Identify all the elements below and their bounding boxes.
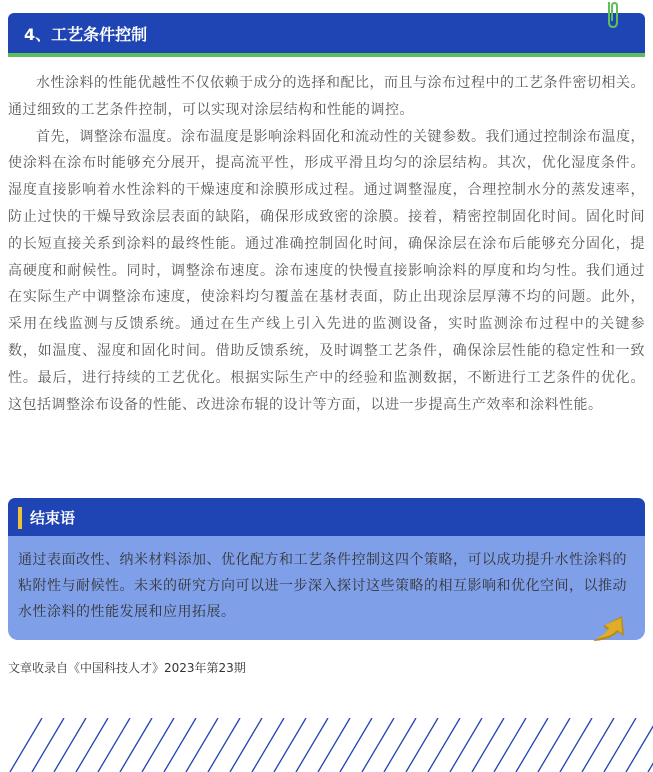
- stripe-line: [648, 718, 653, 772]
- conclusion-header: [8, 498, 645, 536]
- paragraph-intro: 水性涂料的性能优越性不仅依赖于成分的选择和配比，而且与涂布过程中的工艺条件密切相关。通过细致的工艺条件控制，可以实现对涂层结构和性能的调控。: [8, 75, 645, 118]
- conclusion-text: 通过表面改性、纳米材料添加、优化配方和工艺条件控制这四个策略，可以成功提升水性涂料的粘附性与耐候性。未来的研究方向可以进一步深入探讨这些策略的相互影响和优化空间，以推动水性涂料的性能发展和应用拓展。: [18, 552, 627, 620]
- section-header: [8, 13, 645, 53]
- conclusion-box: [8, 536, 645, 640]
- section-title: 4、工艺条件控制: [24, 25, 148, 44]
- arrow-up-icon: [592, 612, 636, 642]
- conclusion-marker: [18, 507, 22, 529]
- paragraph-main: 首先，调整涂布温度。涂布温度是影响涂料固化和流动性的关键参数。我们通过控制涂布温度，使涂料在涂布时能够充分展开，提高流平性，形成平滑且均匀的涂层结构。其次，优化湿度条件。湿度直接影响着水性涂料的干燥速度和涂膜形成过程。通过调整湿度，合理控制水分的蒸发速率，防止过快的干燥导致涂层表面的缺陷，确保形成致密的涂膜。接着，精密控制固化时间。固化时间的长短直接关系到涂料的最终性能。通过准确控制固化时间，确保涂层在涂布后能够充分固化，提高硬度和耐候性。同时，调整涂布速度。涂布速度的快慢直接影响涂料的厚度和均匀性。我们通过在实际生产中调整涂布速度，使涂料均匀覆盖在基材表面，防止出现涂层厚薄不均的问题。此外，采用在线监测与反馈系统。通过在生产线上引入先进的监测设备，实时监测涂布过程中的关键参数，如温度、湿度和固化时间。借助反馈系统，及时调整工艺条件，确保涂层性能的稳定性和一致性。最后，进行持续的工艺优化。根据实际生产中的经验和监测数据，不断进行工艺条件的优化。这包括调整涂布设备的性能、改进涂布辊的设计等方面，以进一步提高生产效率和涂料性能。: [8, 128, 645, 413]
- stripe-line: [626, 718, 653, 772]
- section-body: [8, 70, 645, 418]
- paperclip-icon: [604, 0, 622, 30]
- header-accent-bar: [8, 53, 645, 57]
- decorative-stripes: [0, 718, 653, 772]
- conclusion-title: 结束语: [30, 509, 76, 527]
- source-note: 文章收录自《中国科技人才》2023年第23期: [8, 661, 246, 675]
